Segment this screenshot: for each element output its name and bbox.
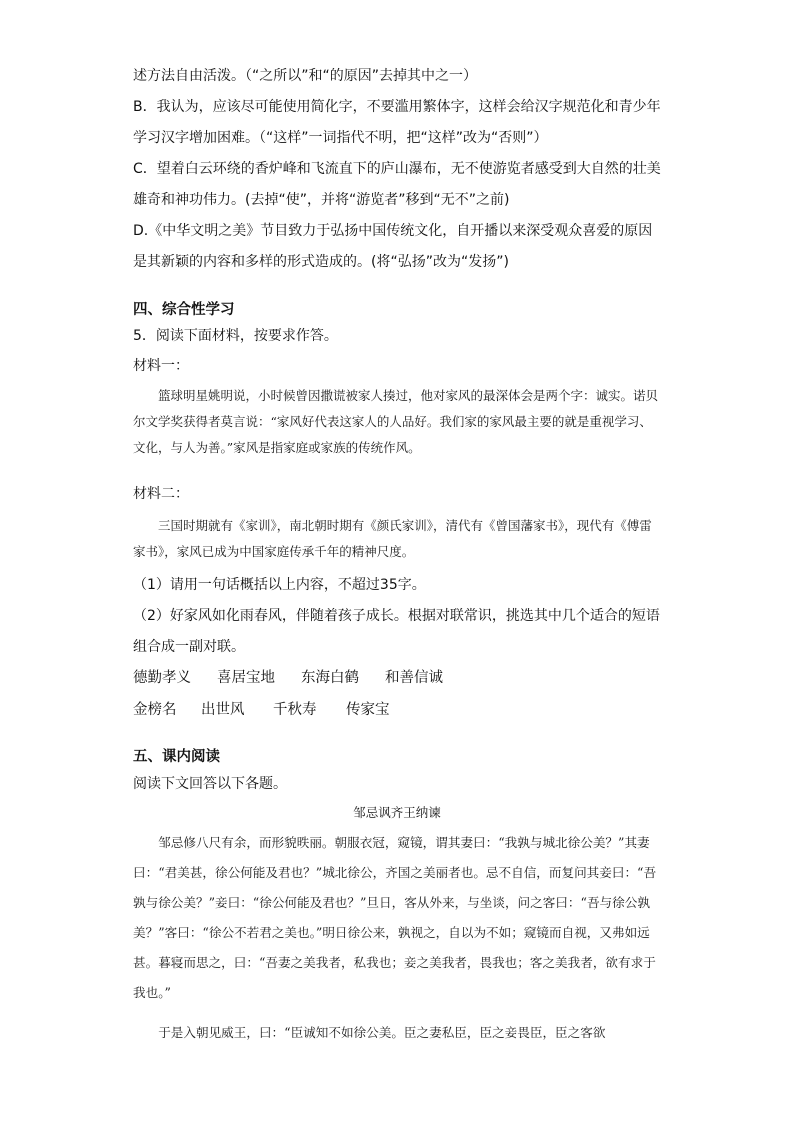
phrase: 德勤孝义 [133, 670, 191, 686]
passage-title: 邹忌讽齐王纳谏 [353, 805, 441, 820]
reading-instruction: 阅读下文回答以下各题。 [133, 776, 287, 792]
option-c-line1: C．望着白云环绕的香炉峰和飞流直下的庐山瀑布，无不使游览者感受到大自然的壮美 [133, 161, 661, 177]
passage-paragraph-1: 邹忌修八尺有余，而形貌昳丽。朝服衣冠，窥镜，谓其妻曰：“我孰与城北徐公美？”其妻曰：“君美甚，徐公何能及君也？”城北徐公，齐国之美丽者也。忌不自信，而复问其妾曰：“吾孰与徐公美？”妾曰：“徐公何能及君也？”旦日，客从外来，与坐谈，问之客曰：“吾与徐公孰美？”客曰：“徐公不若君之美也。”明日徐公来，孰视之，自以为不如；窥镜而自视，又弗如远甚。暮寝而思之，曰：“吾妻之美我者，私我也；妾之美我者，畏我也；客之美我者，欲有求于我也。” [133, 835, 657, 1000]
phrase: 金榜名 [133, 702, 177, 718]
option-d-line1: D.《中华文明之美》节目致力于弘扬中国传统文化，自开播以来深受观众喜爱的原因 [133, 223, 653, 239]
passage-paragraph-2: 于是入朝见威王，曰：“臣诚知不如徐公美。臣之妻私臣，臣之妾畏臣，臣之客欲 [158, 1025, 606, 1040]
phrase-row-1 [133, 667, 443, 689]
material-1-text: 篮球明星姚明说，小时候曾因撒谎被家人揍过，他对家风的最深体会是两个字：诚实。诺贝尔文学奖获得者莫言说：“家风好代表这家人的人品好。我们家的家风最主要的就是重视学习、文化，与人为善。”家风是指家庭或家族的传统作风。 [133, 388, 659, 455]
section5-heading: 五、课内阅读 [133, 749, 220, 765]
question-5-2-line1: （2）好家风如化雨春风，伴随着孩子成长。根据对联常识，挑选其中几个适合的短语 [133, 608, 660, 624]
phrase: 千秋寿 [273, 702, 317, 718]
option-b-line2: 学习汉字增加困难。（“这样”一词指代不明，把“这样”改为“否则”） [133, 130, 548, 146]
question-5-2-line2: 组合成一副对联。 [133, 639, 245, 655]
question-5: 5．阅读下面材料，按要求作答。 [133, 328, 338, 344]
phrase: 东海白鹤 [301, 670, 359, 686]
option-d-line2: 是其新颖的内容和多样的形式造成的。(将“弘扬”改为“发扬”) [133, 254, 509, 270]
material-2-text: 三国时期就有《家训》，南北朝时期有《颜氏家训》，清代有《曾国藩家书》，现代有《傅雷家书》，家风已成为中国家庭传承千年的精神尺度。 [133, 518, 652, 559]
question-5-1: （1）请用一句话概括以上内容，不超过35字。 [133, 577, 426, 593]
phrase: 传家宝 [346, 702, 390, 718]
option-b-line1: B．我认为，应该尽可能使用简化字，不要滥用繁体字，这样会给汉字规范化和青少年 [133, 99, 661, 115]
material-1-label: 材料一： [133, 358, 189, 374]
option-c-line2: 雄奇和神功伟力。(去掉“使”，并将“游览者”移到“无不”之前) [133, 192, 510, 208]
phrase: 喜居宝地 [217, 670, 275, 686]
phrase: 和善信诚 [385, 670, 443, 686]
section4-heading: 四、综合性学习 [133, 302, 235, 318]
phrase-row-2 [133, 699, 390, 721]
phrase: 出世风 [201, 702, 245, 718]
option-a-tail: 述方法自由活泼。（“之所以”和“的原因”去掉其中之一） [133, 68, 478, 84]
material-2-label: 材料二： [133, 486, 189, 502]
